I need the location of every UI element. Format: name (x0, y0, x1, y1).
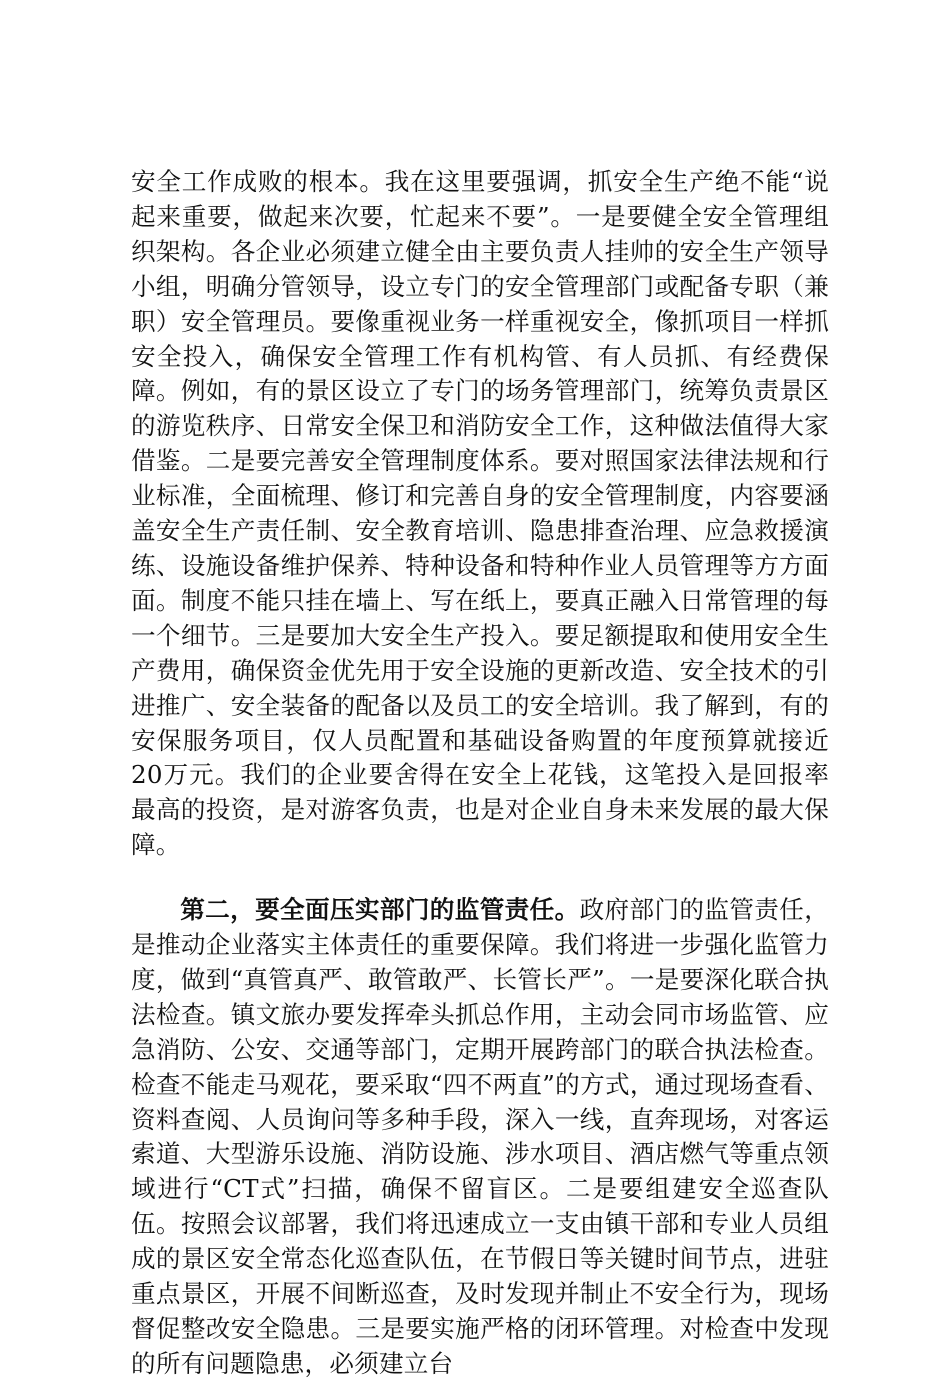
paragraph-2-lead: 第二，要全面压实部门的监管责任。 (180, 895, 580, 925)
paragraph-1 (131, 165, 829, 863)
paragraph-2 (131, 893, 829, 1382)
paragraph-1-text: 安全工作成败的根本。我在这里要强调，抓安全生产绝不能“说起来重要，做起来次要，忙起来不要”。一是要健全安全管理组织架构。各企业必须建立健全由主要负责人挂帅的安全生产领导小组，明确分管领导，设立专门的安全管理部门或配备专职（兼职）安全管理员。要像重视业务一样重视安全，像抓项目一样抓安全投入，确保安全管理工作有机构管、有人员抓、有经费保障。例如，有的景区设立了专门的场务管理部门，统筹负责景区的游览秩序、日常安全保卫和消防安全工作，这种做法值得大家借鉴。二是要完善安全管理制度体系。要对照国家法律法规和行业标准，全面梳理、修订和完善自身的安全管理制度，内容要涵盖安全生产责任制、安全教育培训、隐患排查治理、应急救援演练、设施设备维护保养、特种设备和特种作业人员管理等方方面面。制度不能只挂在墙上、写在纸上，要真正融入日常管理的每一个细节。三是要加大安全生产投入。要足额提取和使用安全生产费用，确保资金优先用于安全设施的更新改造、安全技术的引进推广、安全装备的配备以及员工的安全培训。我了解到，有的安保服务项目，仅人员配置和基础设备购置的年度预算就接近20万元。我们的企业要舍得在安全上花钱，这笔投入是回报率最高的投资，是对游客负责，也是对企业自身未来发展的最大保障。 (131, 167, 829, 860)
document-body (131, 165, 829, 1382)
paragraph-2-text: 政府部门的监管责任，是推动企业落实主体责任的重要保障。我们将进一步强化监管力度，做到“真管真严、敢管敢严、长管长严”。一是要深化联合执法检查。镇文旅办要发挥牵头抓总作用，主动会同市场监管、应急消防、公安、交通等部门，定期开展跨部门的联合执法检查。检查不能走马观花，要采取“四不两直”的方式，通过现场查看、资料查阅、人员询问等多种手段，深入一线，直奔现场，对客运索道、大型游乐设施、消防设施、涉水项目、酒店燃气等重点领域进行“CT式”扫描，确保不留盲区。二是要组建安全巡查队伍。按照会议部署，我们将迅速成立一支由镇干部和专业人员组成的景区安全常态化巡查队伍，在节假日等关键时间节点，进驻重点景区，开展不间断巡查，及时发现并制止不安全行为，现场督促整改安全隐患。三是要实施严格的闭环管理。对检查中发现的所有问题隐患，必须建立台 (131, 895, 829, 1378)
